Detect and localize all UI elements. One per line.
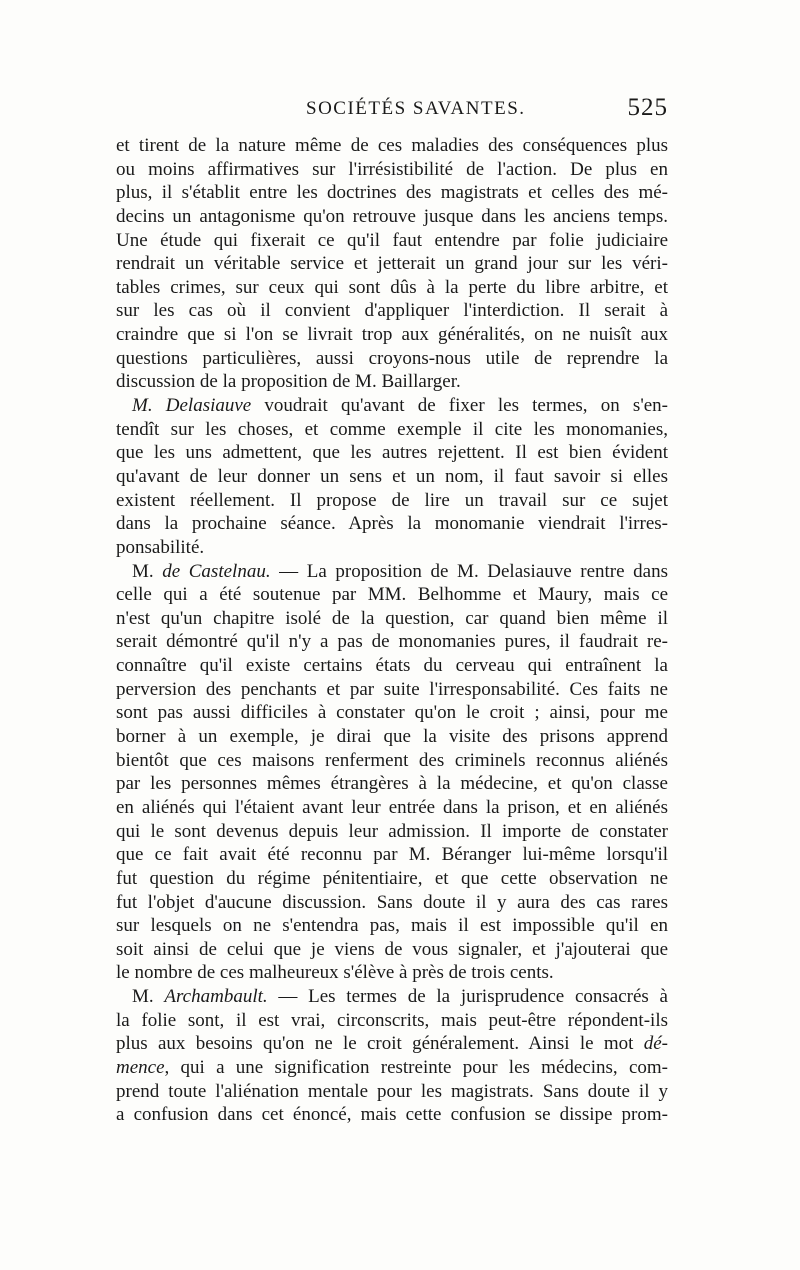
text-line: en aliénés qui l'étaient avant leur entrée dans la prison, et en aliénés — [116, 796, 668, 818]
text-line: connaître qu'il existe certains états du cerveau qui entraînent la — [116, 655, 668, 677]
text-line: le nombre de ces malheureux s'élève à près de trois cents. — [116, 962, 554, 984]
text-run: — La proposition de M. Delasiauve rentre dans — [270, 560, 668, 582]
text-line: rendrait un véritable service et jetterait un grand jour sur les véri- — [116, 253, 668, 275]
text-line — [116, 985, 668, 1009]
text-line: qui le sont devenus depuis leur admission. Il importe de constater — [116, 820, 668, 842]
text-line: serait démontré qu'il n'y a pas de monomanies pures, il faudrait re- — [116, 631, 668, 653]
page-number: 525 — [627, 94, 668, 121]
speaker-prefix: M. — [132, 560, 163, 582]
paragraph-3 — [116, 560, 668, 986]
text-line: que les uns admettent, que les autres rejettent. Il est bien évident — [116, 442, 668, 464]
text-line: discussion de la proposition de M. Baillarger. — [116, 371, 461, 393]
text-line: que ce fait avait été reconnu par M. Béranger lui-même lorsqu'il — [116, 844, 668, 866]
text-line: ponsabilité. — [116, 536, 205, 558]
text-line — [116, 1032, 668, 1056]
paragraph-2 — [116, 394, 668, 559]
text-line: borner à un exemple, je dirai que la visite des prisons apprend — [116, 726, 668, 748]
text-run: plus aux besoins qu'on ne le croit généralement. Ainsi le mot — [116, 1033, 644, 1055]
text-line: decins un antagonisme qu'on retrouve jusque dans les anciens temps. — [116, 205, 668, 227]
text-line: existent réellement. Il propose de lire un travail sur ce sujet — [116, 489, 668, 511]
running-head — [116, 94, 668, 128]
speaker-prefix: M. — [132, 986, 165, 1008]
text-line: craindre que si l'on se livrait trop aux généralités, on ne nuisît aux — [116, 324, 668, 346]
text-line: Une étude qui fixerait ce qu'il faut entendre par folie judiciaire — [116, 229, 668, 251]
text-line: soit ainsi de celui que je viens de vous signaler, et j'ajouterai que — [116, 938, 668, 960]
text-line: perversion des penchants et par suite l'irresponsabilité. Ces faits ne — [116, 678, 668, 700]
text-line: fut l'objet d'aucune discussion. Sans doute il y aura des cas rares — [116, 891, 668, 913]
speaker-name: Archambault. — [164, 986, 268, 1008]
text-line: par les personnes mêmes étrangères à la médecine, et qu'on classe — [116, 773, 668, 795]
text-line — [116, 394, 668, 418]
running-title: SOCIÉTÉS SAVANTES. — [306, 98, 526, 119]
text-line: plus, il s'établit entre les doctrines des magistrats et celles des mé- — [116, 182, 668, 204]
text-line: sur lesquels on ne s'entendra pas, mais il est impossible qu'il en — [116, 915, 668, 937]
speaker-name: M. Delasiauve — [132, 395, 252, 417]
text-run: voudrait qu'avant de fixer les termes, on s'en- — [251, 395, 669, 417]
italic-term: mence — [116, 1056, 165, 1078]
text-line — [116, 1056, 668, 1080]
text-line: sur les cas où il convient d'appliquer l'interdiction. Il serait à — [116, 300, 668, 322]
text-line: celle qui a été soutenue par MM. Belhomme et Maury, mais ce — [116, 584, 668, 606]
text-line — [116, 560, 668, 584]
text-line: prend toute l'aliénation mentale pour les magistrats. Sans doute il y — [116, 1080, 668, 1102]
paragraph-4 — [116, 985, 668, 1127]
text-line: et tirent de la nature même de ces maladies des conséquences plus — [116, 135, 668, 156]
text-run: , qui a une signification restreinte pour les médecins, com- — [164, 1056, 668, 1078]
text-line: tables crimes, sur ceux qui sont dûs à la perte du libre arbitre, et — [116, 276, 668, 298]
speaker-name: de Castelnau. — [162, 560, 271, 582]
text-line: bientôt que ces maisons renferment des criminels reconnus aliénés — [116, 749, 668, 771]
body-text — [116, 134, 668, 1127]
text-line: questions particulières, aussi croyons-nous utile de reprendre la — [116, 347, 668, 369]
italic-term: dé- — [643, 1033, 668, 1055]
text-line: ou moins affirmatives sur l'irrésistibilité de l'action. De plus en — [116, 158, 668, 180]
text-run: — Les termes de la jurisprudence consacrés à — [267, 986, 668, 1008]
text-line: a confusion dans cet énoncé, mais cette confusion se dissipe prom- — [116, 1104, 668, 1126]
text-line: dans la prochaine séance. Après la monomanie viendrait l'irres- — [116, 513, 668, 535]
paragraph-1 — [116, 134, 668, 394]
text-line: fut question du régime pénitentiaire, et que cette observation ne — [116, 867, 668, 889]
text-line: tendît sur les choses, et comme exemple il cite les monomanies, — [116, 418, 668, 440]
text-line: la folie sont, il est vrai, circonscrits, mais peut-être répondent-ils — [116, 1009, 668, 1031]
text-line: qu'avant de leur donner un sens et un nom, il faut savoir si elles — [116, 465, 668, 487]
text-line: n'est qu'un chapitre isolé de la question, car quand bien même il — [116, 607, 668, 629]
text-line: sont pas aussi difficiles à constater qu'on le croit ; ainsi, pour me — [116, 702, 668, 724]
